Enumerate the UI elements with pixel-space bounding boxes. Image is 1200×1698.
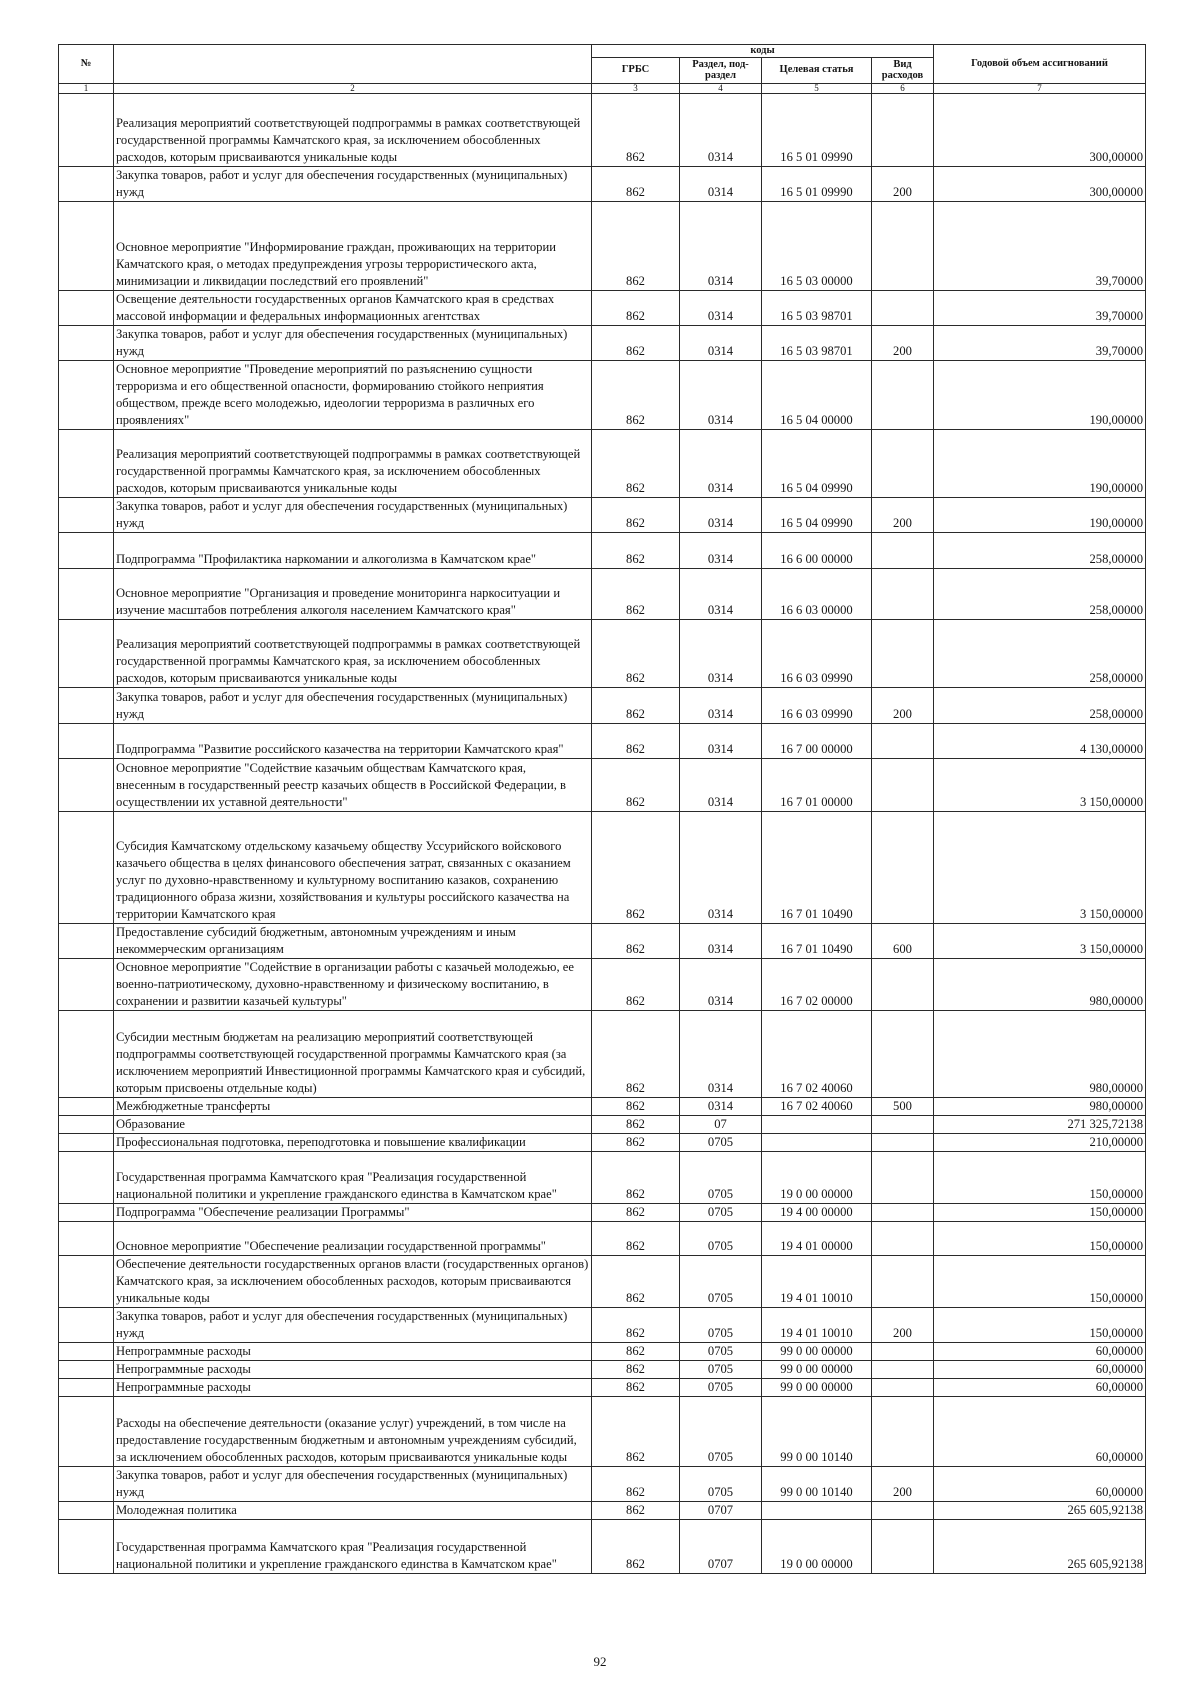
table-row bbox=[59, 1360, 1146, 1378]
row-target-article: 16 7 01 00000 bbox=[762, 758, 872, 811]
row-razdel-code: 0705 bbox=[680, 1133, 762, 1151]
row-target-article: 16 7 00 00000 bbox=[762, 723, 872, 758]
row-target-article: 99 0 00 00000 bbox=[762, 1378, 872, 1396]
row-number-cell bbox=[59, 1501, 114, 1519]
row-target-article: 99 0 00 10140 bbox=[762, 1466, 872, 1501]
row-description: Реализация мероприятий соответствующей подпрограммы в рамках соответствующей государственной программы Камчатского края, за исключением обособленных расходов, которым присваиваются уникальные коды bbox=[114, 93, 592, 166]
table-row bbox=[59, 1203, 1146, 1221]
row-amount: 300,00000 bbox=[934, 93, 1146, 166]
column-number: 3 bbox=[592, 83, 680, 93]
table-row bbox=[59, 1342, 1146, 1360]
row-razdel-code: 0314 bbox=[680, 568, 762, 619]
row-description: Субсидии местным бюджетам на реализацию мероприятий соответствующей подпрограммы соответствующей государственной программы Камчатского края (за исключением мероприятий Инвестиционной программы Камчатского края и субсидий, которым присвоены отдельные коды) bbox=[114, 1010, 592, 1097]
row-number-cell bbox=[59, 1221, 114, 1255]
header-expense-type: Вид расходов bbox=[872, 57, 934, 83]
row-amount: 39,70000 bbox=[934, 290, 1146, 325]
row-grbs-code: 862 bbox=[592, 687, 680, 723]
row-expense-type bbox=[872, 1378, 934, 1396]
row-target-article: 19 4 01 10010 bbox=[762, 1255, 872, 1307]
row-razdel-code: 0314 bbox=[680, 290, 762, 325]
row-description: Профессиональная подготовка, переподготовка и повышение квалификации bbox=[114, 1133, 592, 1151]
row-target-article: 19 0 00 00000 bbox=[762, 1151, 872, 1203]
row-expense-type: 200 bbox=[872, 687, 934, 723]
row-target-article bbox=[762, 1501, 872, 1519]
row-number-cell bbox=[59, 360, 114, 429]
row-number-cell bbox=[59, 1097, 114, 1115]
row-expense-type bbox=[872, 1342, 934, 1360]
row-expense-type bbox=[872, 1360, 934, 1378]
row-razdel-code: 0705 bbox=[680, 1466, 762, 1501]
header-description bbox=[114, 45, 592, 84]
row-target-article: 16 6 03 09990 bbox=[762, 619, 872, 687]
row-number-cell bbox=[59, 1519, 114, 1573]
column-number: 6 bbox=[872, 83, 934, 93]
row-target-article: 19 4 01 00000 bbox=[762, 1221, 872, 1255]
row-expense-type bbox=[872, 758, 934, 811]
table-row bbox=[59, 1307, 1146, 1342]
row-expense-type bbox=[872, 1221, 934, 1255]
table-row bbox=[59, 497, 1146, 532]
row-razdel-code: 0314 bbox=[680, 325, 762, 360]
row-description: Подпрограмма "Обеспечение реализации Программы" bbox=[114, 1203, 592, 1221]
row-description: Обеспечение деятельности государственных органов власти (государственных органов) Камчатского края, за исключением обособленных расходов, которым присваиваются уникальные коды bbox=[114, 1255, 592, 1307]
row-amount: 265 605,92138 bbox=[934, 1519, 1146, 1573]
row-expense-type bbox=[872, 93, 934, 166]
row-grbs-code: 862 bbox=[592, 1342, 680, 1360]
row-amount: 4 130,00000 bbox=[934, 723, 1146, 758]
table-row bbox=[59, 958, 1146, 1010]
row-grbs-code: 862 bbox=[592, 1360, 680, 1378]
row-razdel-code: 0705 bbox=[680, 1221, 762, 1255]
column-number: 2 bbox=[114, 83, 592, 93]
row-amount: 39,70000 bbox=[934, 325, 1146, 360]
row-grbs-code: 862 bbox=[592, 1151, 680, 1203]
row-number-cell bbox=[59, 1151, 114, 1203]
row-description: Закупка товаров, работ и услуг для обеспечения государственных (муниципальных) нужд bbox=[114, 325, 592, 360]
row-target-article: 19 0 00 00000 bbox=[762, 1519, 872, 1573]
row-description: Закупка товаров, работ и услуг для обеспечения государственных (муниципальных) нужд bbox=[114, 166, 592, 201]
table-body bbox=[59, 93, 1146, 1573]
row-number-cell bbox=[59, 201, 114, 290]
row-expense-type: 500 bbox=[872, 1097, 934, 1115]
row-target-article: 16 5 03 00000 bbox=[762, 201, 872, 290]
row-number-cell bbox=[59, 1255, 114, 1307]
row-description: Основное мероприятие "Информирование граждан, проживающих на территории Камчатского края, о методах предупреждения угрозы террористического акта, минимизации и ликвидации последствий его проявлений" bbox=[114, 201, 592, 290]
row-razdel-code: 0314 bbox=[680, 687, 762, 723]
row-expense-type bbox=[872, 1151, 934, 1203]
row-expense-type: 200 bbox=[872, 1466, 934, 1501]
row-expense-type bbox=[872, 568, 934, 619]
row-amount: 150,00000 bbox=[934, 1255, 1146, 1307]
row-grbs-code: 862 bbox=[592, 1519, 680, 1573]
row-number-cell bbox=[59, 619, 114, 687]
row-amount: 258,00000 bbox=[934, 568, 1146, 619]
row-razdel-code: 0705 bbox=[680, 1360, 762, 1378]
row-target-article bbox=[762, 1115, 872, 1133]
row-expense-type bbox=[872, 1010, 934, 1097]
row-grbs-code: 862 bbox=[592, 497, 680, 532]
row-amount: 3 150,00000 bbox=[934, 811, 1146, 923]
row-razdel-code: 0314 bbox=[680, 166, 762, 201]
row-amount: 271 325,72138 bbox=[934, 1115, 1146, 1133]
row-amount: 60,00000 bbox=[934, 1342, 1146, 1360]
table-row bbox=[59, 429, 1146, 497]
table-row bbox=[59, 723, 1146, 758]
table-row bbox=[59, 360, 1146, 429]
row-number-cell bbox=[59, 811, 114, 923]
row-razdel-code: 0314 bbox=[680, 923, 762, 958]
row-target-article: 16 5 04 00000 bbox=[762, 360, 872, 429]
row-description: Государственная программа Камчатского края "Реализация государственной национальной политики и укрепление гражданского единства в Камчатском крае" bbox=[114, 1519, 592, 1573]
row-grbs-code: 862 bbox=[592, 1307, 680, 1342]
row-number-cell bbox=[59, 1396, 114, 1466]
row-description: Предоставление субсидий бюджетным, автономным учреждениям и иным некоммерческим организациям bbox=[114, 923, 592, 958]
header-number: № bbox=[59, 45, 114, 84]
table-row bbox=[59, 1396, 1146, 1466]
table-row bbox=[59, 811, 1146, 923]
table-row bbox=[59, 1097, 1146, 1115]
row-expense-type bbox=[872, 532, 934, 568]
table-row bbox=[59, 1221, 1146, 1255]
row-amount: 39,70000 bbox=[934, 201, 1146, 290]
row-expense-type: 600 bbox=[872, 923, 934, 958]
row-grbs-code: 862 bbox=[592, 568, 680, 619]
row-grbs-code: 862 bbox=[592, 1133, 680, 1151]
row-razdel-code: 0705 bbox=[680, 1307, 762, 1342]
column-number: 1 bbox=[59, 83, 114, 93]
row-number-cell bbox=[59, 290, 114, 325]
row-razdel-code: 0314 bbox=[680, 758, 762, 811]
row-razdel-code: 0314 bbox=[680, 723, 762, 758]
row-grbs-code: 862 bbox=[592, 923, 680, 958]
row-razdel-code: 0314 bbox=[680, 619, 762, 687]
row-razdel-code: 0314 bbox=[680, 497, 762, 532]
row-grbs-code: 862 bbox=[592, 958, 680, 1010]
row-expense-type bbox=[872, 723, 934, 758]
row-number-cell bbox=[59, 687, 114, 723]
row-grbs-code: 862 bbox=[592, 619, 680, 687]
row-amount: 190,00000 bbox=[934, 429, 1146, 497]
row-grbs-code: 862 bbox=[592, 1501, 680, 1519]
row-description: Межбюджетные трансферты bbox=[114, 1097, 592, 1115]
row-razdel-code: 0314 bbox=[680, 532, 762, 568]
row-number-cell bbox=[59, 958, 114, 1010]
table-row bbox=[59, 1255, 1146, 1307]
row-description: Субсидия Камчатскому отдельскому казачьему обществу Уссурийского войскового казачьего общества в целях финансового обеспечения затрат, связанных с оказанием услуг по духовно-нравственному и культурному воспитанию казаков, сохранению традиционного образа жизни, хозяйствования и культуры российского казачества на территории Камчатского края bbox=[114, 811, 592, 923]
budget-table bbox=[58, 44, 1146, 1574]
column-number: 4 bbox=[680, 83, 762, 93]
row-expense-type bbox=[872, 201, 934, 290]
row-target-article: 16 5 04 09990 bbox=[762, 429, 872, 497]
row-amount: 150,00000 bbox=[934, 1151, 1146, 1203]
row-grbs-code: 862 bbox=[592, 758, 680, 811]
row-target-article: 16 5 01 09990 bbox=[762, 93, 872, 166]
row-razdel-code: 0314 bbox=[680, 93, 762, 166]
row-expense-type bbox=[872, 1203, 934, 1221]
header-grbs: ГРБС bbox=[592, 57, 680, 83]
row-description: Реализация мероприятий соответствующей подпрограммы в рамках соответствующей государственной программы Камчатского края, за исключением обособленных расходов, которым присваиваются уникальные коды bbox=[114, 429, 592, 497]
row-amount: 60,00000 bbox=[934, 1378, 1146, 1396]
row-description: Непрограммные расходы bbox=[114, 1342, 592, 1360]
table-row bbox=[59, 1501, 1146, 1519]
row-amount: 3 150,00000 bbox=[934, 923, 1146, 958]
row-amount: 980,00000 bbox=[934, 1010, 1146, 1097]
row-amount: 210,00000 bbox=[934, 1133, 1146, 1151]
row-razdel-code: 0705 bbox=[680, 1255, 762, 1307]
row-description: Реализация мероприятий соответствующей подпрограммы в рамках соответствующей государственной программы Камчатского края, за исключением обособленных расходов, которым присваиваются уникальные коды bbox=[114, 619, 592, 687]
row-razdel-code: 0314 bbox=[680, 201, 762, 290]
row-razdel-code: 0705 bbox=[680, 1396, 762, 1466]
row-target-article: 16 5 04 09990 bbox=[762, 497, 872, 532]
row-number-cell bbox=[59, 497, 114, 532]
row-number-cell bbox=[59, 1133, 114, 1151]
row-target-article: 16 6 03 09990 bbox=[762, 687, 872, 723]
row-description: Основное мероприятие "Организация и проведение мониторинга наркоситуации и изучение масштабов потребления алкоголя населением Камчатского края" bbox=[114, 568, 592, 619]
row-grbs-code: 862 bbox=[592, 1396, 680, 1466]
table-row bbox=[59, 290, 1146, 325]
row-expense-type bbox=[872, 360, 934, 429]
row-grbs-code: 862 bbox=[592, 290, 680, 325]
row-description: Основное мероприятие "Обеспечение реализации государственной программы" bbox=[114, 1221, 592, 1255]
row-grbs-code: 862 bbox=[592, 201, 680, 290]
table-row bbox=[59, 1519, 1146, 1573]
row-amount: 258,00000 bbox=[934, 619, 1146, 687]
table-row bbox=[59, 923, 1146, 958]
row-expense-type bbox=[872, 619, 934, 687]
row-expense-type bbox=[872, 1133, 934, 1151]
row-target-article: 16 7 02 00000 bbox=[762, 958, 872, 1010]
row-number-cell bbox=[59, 923, 114, 958]
row-amount: 150,00000 bbox=[934, 1307, 1146, 1342]
row-description: Непрограммные расходы bbox=[114, 1360, 592, 1378]
row-grbs-code: 862 bbox=[592, 1466, 680, 1501]
row-description: Подпрограмма "Профилактика наркомании и алкоголизма в Камчатском крае" bbox=[114, 532, 592, 568]
row-expense-type: 200 bbox=[872, 325, 934, 360]
row-description: Молодежная политика bbox=[114, 1501, 592, 1519]
row-description: Закупка товаров, работ и услуг для обеспечения государственных (муниципальных) нужд bbox=[114, 1307, 592, 1342]
row-target-article: 19 4 00 00000 bbox=[762, 1203, 872, 1221]
table-row bbox=[59, 325, 1146, 360]
row-amount: 150,00000 bbox=[934, 1221, 1146, 1255]
row-grbs-code: 862 bbox=[592, 360, 680, 429]
row-target-article: 16 7 01 10490 bbox=[762, 923, 872, 958]
table-row bbox=[59, 166, 1146, 201]
row-expense-type bbox=[872, 958, 934, 1010]
row-grbs-code: 862 bbox=[592, 325, 680, 360]
row-razdel-code: 0705 bbox=[680, 1151, 762, 1203]
row-number-cell bbox=[59, 568, 114, 619]
row-amount: 3 150,00000 bbox=[934, 758, 1146, 811]
row-target-article: 16 5 03 98701 bbox=[762, 290, 872, 325]
row-target-article: 16 5 01 09990 bbox=[762, 166, 872, 201]
row-razdel-code: 0705 bbox=[680, 1378, 762, 1396]
row-target-article: 16 7 02 40060 bbox=[762, 1097, 872, 1115]
row-grbs-code: 862 bbox=[592, 1221, 680, 1255]
row-amount: 300,00000 bbox=[934, 166, 1146, 201]
table-row bbox=[59, 1010, 1146, 1097]
row-amount: 150,00000 bbox=[934, 1203, 1146, 1221]
row-number-cell bbox=[59, 723, 114, 758]
row-grbs-code: 862 bbox=[592, 429, 680, 497]
row-grbs-code: 862 bbox=[592, 1203, 680, 1221]
row-target-article: 16 7 02 40060 bbox=[762, 1010, 872, 1097]
row-description: Подпрограмма "Развитие российского казачества на территории Камчатского края" bbox=[114, 723, 592, 758]
row-expense-type bbox=[872, 1396, 934, 1466]
page-number: 92 bbox=[593, 1654, 607, 1669]
row-amount: 60,00000 bbox=[934, 1396, 1146, 1466]
table-row bbox=[59, 758, 1146, 811]
row-grbs-code: 862 bbox=[592, 1378, 680, 1396]
row-expense-type bbox=[872, 1255, 934, 1307]
row-grbs-code: 862 bbox=[592, 811, 680, 923]
table-row bbox=[59, 619, 1146, 687]
row-number-cell bbox=[59, 1203, 114, 1221]
row-razdel-code: 0707 bbox=[680, 1501, 762, 1519]
row-amount: 258,00000 bbox=[934, 532, 1146, 568]
row-razdel-code: 0705 bbox=[680, 1203, 762, 1221]
row-target-article: 16 5 03 98701 bbox=[762, 325, 872, 360]
row-expense-type bbox=[872, 1519, 934, 1573]
row-razdel-code: 0707 bbox=[680, 1519, 762, 1573]
row-number-cell bbox=[59, 1466, 114, 1501]
row-amount: 60,00000 bbox=[934, 1466, 1146, 1501]
row-number-cell bbox=[59, 166, 114, 201]
row-grbs-code: 862 bbox=[592, 1115, 680, 1133]
table-row bbox=[59, 93, 1146, 166]
row-razdel-code: 0314 bbox=[680, 958, 762, 1010]
header-target-article: Целевая статья bbox=[762, 57, 872, 83]
row-grbs-code: 862 bbox=[592, 532, 680, 568]
table-row bbox=[59, 532, 1146, 568]
row-number-cell bbox=[59, 758, 114, 811]
row-target-article: 19 4 01 10010 bbox=[762, 1307, 872, 1342]
row-description: Закупка товаров, работ и услуг для обеспечения государственных (муниципальных) нужд bbox=[114, 497, 592, 532]
row-amount: 60,00000 bbox=[934, 1360, 1146, 1378]
row-target-article: 16 6 00 00000 bbox=[762, 532, 872, 568]
header-codes: коды bbox=[592, 45, 934, 58]
table-row bbox=[59, 1115, 1146, 1133]
row-razdel-code: 0314 bbox=[680, 1097, 762, 1115]
row-target-article bbox=[762, 1133, 872, 1151]
row-razdel-code: 0314 bbox=[680, 360, 762, 429]
table-row bbox=[59, 1466, 1146, 1501]
row-expense-type: 200 bbox=[872, 1307, 934, 1342]
row-amount: 190,00000 bbox=[934, 497, 1146, 532]
row-number-cell bbox=[59, 429, 114, 497]
row-description: Освещение деятельности государственных органов Камчатского края в средствах массовой информации и федеральных информационных агентствах bbox=[114, 290, 592, 325]
row-razdel-code: 0314 bbox=[680, 811, 762, 923]
row-amount: 265 605,92138 bbox=[934, 1501, 1146, 1519]
column-number: 7 bbox=[934, 83, 1146, 93]
row-grbs-code: 862 bbox=[592, 1255, 680, 1307]
row-number-cell bbox=[59, 325, 114, 360]
row-description: Основное мероприятие "Проведение мероприятий по разъяснению сущности терроризма и его общественной опасности, формированию стойкого неприятия обществом, прежде всего молодежью, идеологии терроризма в различных его проявлениях" bbox=[114, 360, 592, 429]
row-description: Основное мероприятие "Содействие казачьим обществам Камчатского края, внесенным в государственный реестр казачьих обществ в Российской Федерации, в осуществлении их уставной деятельности" bbox=[114, 758, 592, 811]
row-amount: 190,00000 bbox=[934, 360, 1146, 429]
row-razdel-code: 0314 bbox=[680, 429, 762, 497]
row-grbs-code: 862 bbox=[592, 166, 680, 201]
row-number-cell bbox=[59, 1378, 114, 1396]
row-number-cell bbox=[59, 1360, 114, 1378]
row-expense-type bbox=[872, 290, 934, 325]
row-number-cell bbox=[59, 93, 114, 166]
row-razdel-code: 0314 bbox=[680, 1010, 762, 1097]
table-row bbox=[59, 1378, 1146, 1396]
row-number-cell bbox=[59, 1342, 114, 1360]
row-description: Основное мероприятие "Содействие в организации работы с казачьей молодежью, ее военно-патриотическому, духовно-нравственному и физическому воспитанию, в сохранении и развитии казачьей культуры" bbox=[114, 958, 592, 1010]
row-grbs-code: 862 bbox=[592, 1097, 680, 1115]
row-amount: 980,00000 bbox=[934, 1097, 1146, 1115]
row-target-article: 99 0 00 10140 bbox=[762, 1396, 872, 1466]
row-amount: 258,00000 bbox=[934, 687, 1146, 723]
row-description: Закупка товаров, работ и услуг для обеспечения государственных (муниципальных) нужд bbox=[114, 1466, 592, 1501]
row-expense-type bbox=[872, 429, 934, 497]
row-target-article: 99 0 00 00000 bbox=[762, 1360, 872, 1378]
row-number-cell bbox=[59, 1115, 114, 1133]
row-target-article: 16 7 01 10490 bbox=[762, 811, 872, 923]
row-expense-type bbox=[872, 1115, 934, 1133]
row-razdel-code: 07 bbox=[680, 1115, 762, 1133]
row-number-cell bbox=[59, 532, 114, 568]
row-grbs-code: 862 bbox=[592, 1010, 680, 1097]
row-description: Расходы на обеспечение деятельности (оказание услуг) учреждений, в том числе на предоставление государственным бюджетным и автономным учреждениям субсидий, за исключением обособленных расходов, которым присваиваются уникальные коды bbox=[114, 1396, 592, 1466]
row-number-cell bbox=[59, 1307, 114, 1342]
row-description: Непрограммные расходы bbox=[114, 1378, 592, 1396]
row-amount: 980,00000 bbox=[934, 958, 1146, 1010]
table-row bbox=[59, 1133, 1146, 1151]
row-grbs-code: 862 bbox=[592, 723, 680, 758]
row-expense-type bbox=[872, 1501, 934, 1519]
header-annual-volume: Годовой объем ассигнований bbox=[934, 45, 1146, 84]
row-grbs-code: 862 bbox=[592, 93, 680, 166]
budget-table-sheet bbox=[58, 44, 1145, 1574]
header-column-numbers bbox=[59, 83, 1146, 93]
row-expense-type: 200 bbox=[872, 497, 934, 532]
column-number: 5 bbox=[762, 83, 872, 93]
row-description: Образование bbox=[114, 1115, 592, 1133]
row-razdel-code: 0705 bbox=[680, 1342, 762, 1360]
header-razdel: Раздел, под-раздел bbox=[680, 57, 762, 83]
row-target-article: 16 6 03 00000 bbox=[762, 568, 872, 619]
table-row bbox=[59, 568, 1146, 619]
row-number-cell bbox=[59, 1010, 114, 1097]
table-row bbox=[59, 687, 1146, 723]
table-row bbox=[59, 1151, 1146, 1203]
table-header bbox=[59, 45, 1146, 94]
row-expense-type: 200 bbox=[872, 166, 934, 201]
row-description: Закупка товаров, работ и услуг для обеспечения государственных (муниципальных) нужд bbox=[114, 687, 592, 723]
table-row bbox=[59, 201, 1146, 290]
row-description: Государственная программа Камчатского края "Реализация государственной национальной политики и укрепление гражданского единства в Камчатском крае" bbox=[114, 1151, 592, 1203]
row-target-article: 99 0 00 00000 bbox=[762, 1342, 872, 1360]
row-expense-type bbox=[872, 811, 934, 923]
